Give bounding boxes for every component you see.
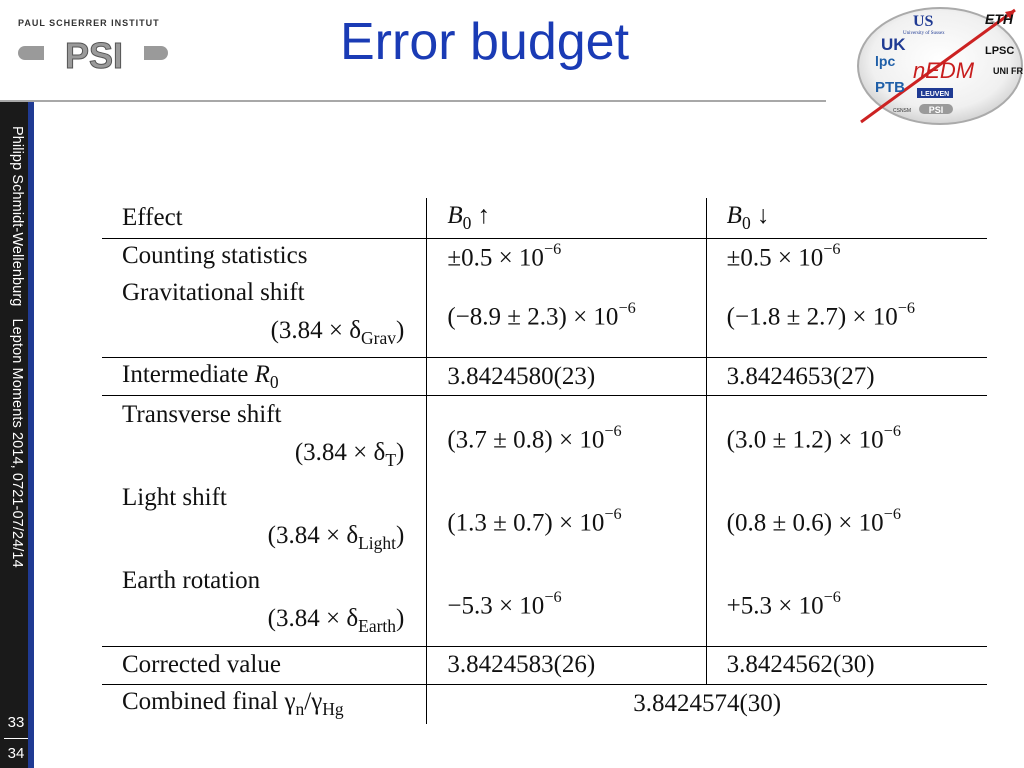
table-row-grav [102, 274, 987, 358]
cell-label: Corrected value [102, 646, 427, 684]
cell-up: 3.8424583(26) [427, 646, 706, 684]
cell-down: 3.8424653(27) [706, 358, 987, 396]
cell-up: $(1.3 \pm 0.7) \times 10^{-6}$ [427, 479, 706, 562]
logo-nedm: nEDM [913, 58, 975, 83]
cell-up: $-5.3 \times 10^{-6}$ [427, 562, 706, 646]
sidebar-accent-bar [28, 102, 34, 768]
cell-down: $\pm 0.5 \times 10^{-6}$ [726, 240, 841, 272]
logo-lpc: lpc [875, 53, 896, 69]
logo-unifr: UNI FR [993, 66, 1023, 76]
psi-logo-text: PSI [64, 35, 124, 74]
logo-csnsm: CSNSM [893, 108, 912, 114]
cell-up: $\pm 0.5 \times 10^{-6}$ [427, 238, 706, 274]
table-header-row [102, 198, 987, 238]
cell-label: Counting statistics [102, 238, 427, 274]
event-info: Lepton Moments 2014, 0721-07/24/14 [9, 318, 25, 568]
cell-down: $(3.0 \pm 1.2) \times 10^{-6}$ [726, 421, 901, 453]
psi-logo-mark [18, 32, 168, 74]
nedm-collaboration-logo [855, 2, 1024, 126]
logo-uk: UK [881, 35, 906, 54]
cell-up: $(3.7 \pm 0.8) \times 10^{-6}$ [427, 396, 706, 480]
header-b0-up: $B_0$ ↑ [427, 198, 706, 238]
page-number-divider [4, 738, 28, 739]
cell-label: Light shift $(3.84 \times \delta_{Light})$ [102, 479, 427, 562]
total-slide-number: 34 [7, 745, 25, 762]
logo-us: US [913, 13, 934, 30]
current-slide-number: 33 [7, 714, 25, 731]
cell-label: Transverse shift $(3.84 \times \delta_T)$ [102, 396, 427, 480]
table-row-transverse [102, 396, 987, 480]
header-effect: Effect [102, 198, 427, 238]
slide-title: Error budget [340, 13, 630, 71]
cell-up: 3.8424580(23) [427, 358, 706, 396]
logo-lpsc: LPSC [985, 45, 1015, 57]
header-divider [0, 100, 826, 102]
table-row-earth [102, 562, 987, 646]
table-row-counting [102, 238, 987, 274]
cell-label: Gravitational shift $(3.84 \times \delta_{Grav})$ [102, 274, 427, 358]
table-row-corrected [102, 646, 987, 684]
table-row-light [102, 479, 987, 562]
psi-logo [18, 18, 178, 78]
logo-leuven: LEUVEN [920, 91, 950, 98]
logo-eth: ETH [985, 11, 1013, 27]
cell-combined-value: 3.8424574(30) [633, 690, 782, 718]
cell-up: $(-8.9 \pm 2.3) \times 10^{-6}$ [427, 274, 706, 358]
header-b0-down: $B_0$ ↓ [706, 198, 987, 238]
logo-psi: PSI [928, 105, 944, 115]
cell-down: $(0.8 \pm 0.6) \times 10^{-6}$ [726, 504, 901, 536]
cell-label: Earth rotation $(3.84 \times \delta_{Earth})$ [102, 562, 427, 646]
sidebar-footer-text [9, 126, 25, 568]
cell-down: $(-1.8 \pm 2.7) \times 10^{-6}$ [706, 274, 987, 358]
cell-label: Combined final $\gamma_n/\gamma_{Hg}$ [102, 684, 427, 724]
table-row-intermediate [102, 358, 987, 396]
error-budget-table [102, 198, 987, 724]
cell-down: 3.8424562(30) [706, 646, 987, 684]
logo-sussex: University of Sussex [903, 31, 945, 36]
cell-down: $+5.3 \times 10^{-6}$ [706, 562, 987, 646]
author-name: Philipp Schmidt-Wellenburg [9, 126, 25, 307]
logo-ptb: PTB [875, 79, 905, 96]
cell-label: Intermediate $R_0$ [102, 358, 427, 396]
table-row-combined [102, 684, 987, 724]
institute-caption: PAUL SCHERRER INSTITUT [18, 18, 160, 28]
